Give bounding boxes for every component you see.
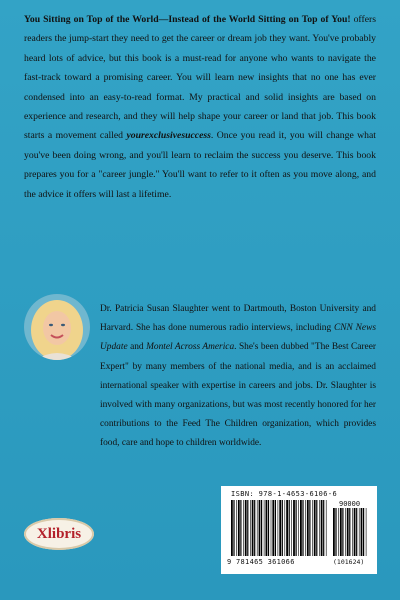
barcode-bar [352,508,353,556]
barcode-bar [245,500,247,556]
bio-text-1: Dr. Patricia Susan Slaughter went to Dartmouth, Boston University and Harvard. She has done numerous radio interviews, including [100,304,376,334]
barcode-bar [250,500,251,556]
barcode-bar [326,500,327,556]
barcode-bar [268,500,269,556]
barcode-bar [279,500,281,556]
barcode-bar [363,508,364,556]
barcode-bar [309,500,310,556]
barcode-bar [298,500,299,556]
ean-number: 9 781465 361066 [227,558,295,566]
barcode-bar [254,500,255,556]
barcode-bar [316,500,317,556]
barcode-bar [243,500,244,556]
barcode-bar [340,508,342,556]
barcode-bar [366,508,367,556]
barcode-bar [286,500,288,556]
barcode-bar [238,500,240,556]
barcode-bar [264,500,265,556]
barcode-bar [236,500,237,556]
barcode-icon [231,500,327,556]
barcode-bar [349,508,350,556]
barcode-bar [293,500,295,556]
publisher-logo-text: Xlibris [36,525,82,542]
barcode-bar [266,500,268,556]
barcode-bar [272,500,274,556]
barcode-bar [252,500,254,556]
blurb-text-1: offers readers the jump-start they need to get the career or dream job they want. You've probably heard lots of advice, but this book is a must-read for anyone who wants to navigate the fast-track toward a promising career. You will learn new insights that no one has ever condensed into an easy-to-read format. My practical and solid insights are based on experience and research, and they will help shape your career or land that job. This book starts a movement called [24,14,376,142]
author-bio [100,300,376,454]
barcode-bar [259,500,261,556]
barcode-box [221,486,377,574]
price-addon-number: 90000 [339,500,361,508]
barcode-bar [312,500,313,556]
barcode-bar [356,508,357,556]
barcode-bar [275,500,276,556]
barcode-bar [319,500,320,556]
barcode-bar [314,500,316,556]
barcode-bar [333,508,335,556]
book-blurb [24,10,376,204]
barcode-bar [233,500,234,556]
author-photo [24,294,90,360]
bio-text-2: . She's been dubbed "The Best Career Expert" by many members of the national media, and is an acclaimed international speaker with expertise in careers and jobs. Dr. Slaughter is involved with many organizations, but was most recently honored for her contributions to the Feed The Children organization, which provides food, care and hope to children worldwide. [100,342,377,449]
barcode-bar [289,500,290,556]
barcode-bar [296,500,297,556]
barcode-bar [354,508,356,556]
barcode-bar [282,500,283,556]
barcode-bar [257,500,258,556]
blurb-headline: You Sitting on Top of the World—Instead of the World Sitting on Top of You! [24,14,351,25]
barcode-bar [338,508,339,556]
barcode-bar [247,500,248,556]
barcode-bar [359,508,360,556]
barcode-bar [323,500,324,556]
addon-barcode-icon [333,508,367,556]
barcode-bar [321,500,323,556]
author-portrait-icon [24,294,90,360]
barcode-bar [302,500,303,556]
barcode-bar [300,500,302,556]
barcode-bar [240,500,241,556]
isbn-text: ISBN: 978-1-4653-6106-6 [231,490,338,498]
bio-show-2: Montel Across America [146,342,235,353]
blurb-emphasis: yourexclusivesuccess [126,130,211,142]
barcode-bar [271,500,272,556]
bio-and: and [127,342,147,353]
barcode-bar [361,508,363,556]
publisher-logo [24,518,94,550]
barcode-bar [347,508,349,556]
barcode-bar [307,500,309,556]
barcode-bar [335,508,336,556]
barcode-bar [342,508,343,556]
barcode-bar [291,500,292,556]
blurb-text-2: . Once you read it, you will change what you've been doing wrong, and you'll learn to reclaim the success you deserve. This book prepares you for a "career jungle." You'll want to refer to it often as you move along, and the advice it offers will last a lifetime. [24,130,376,200]
barcode-bar [261,500,262,556]
barcode-bar [285,500,286,556]
barcode-bar [345,508,346,556]
barcode-bar [278,500,279,556]
barcode-bar [305,500,306,556]
barcode-bar [231,500,233,556]
addon-code: (101624) [333,558,365,566]
bio-show-1: CNN News Update [100,323,376,353]
